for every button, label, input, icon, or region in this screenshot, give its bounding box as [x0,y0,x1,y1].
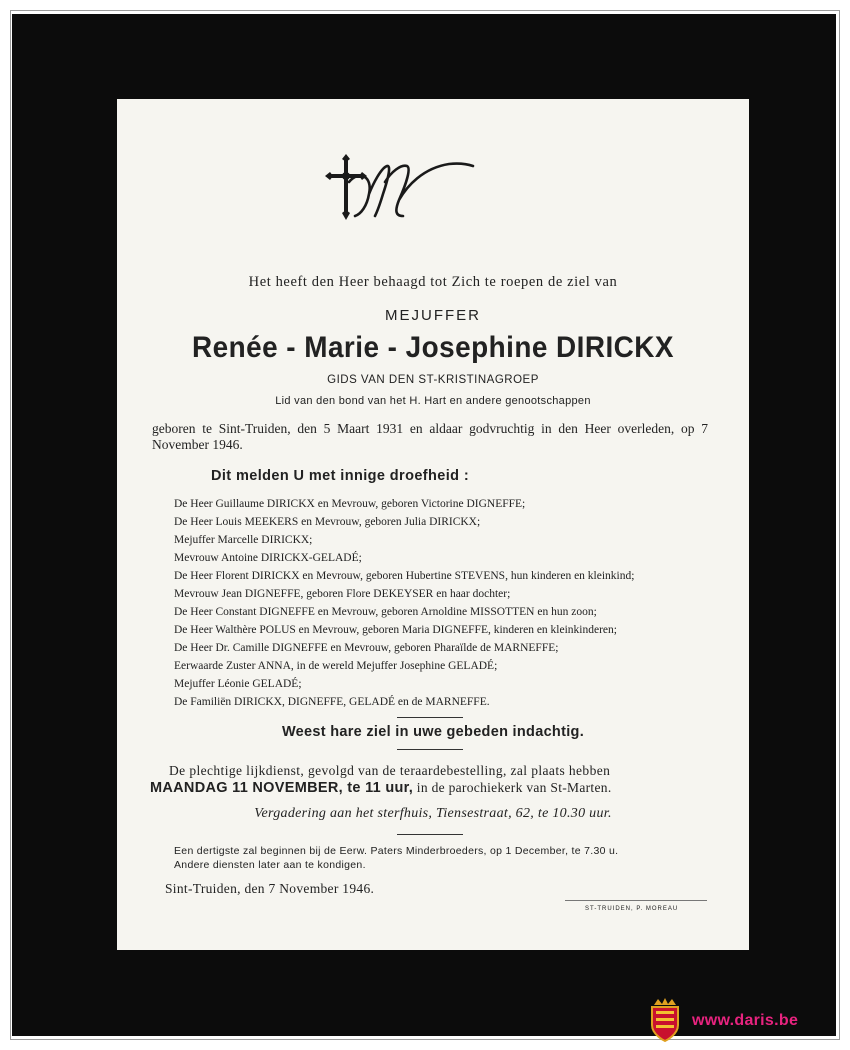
prayer-text: Weest hare ziel in uwe gebeden indachtig. [281,724,585,740]
list-item: De Familiën DIRICKX, DIGNEFFE, GELADÉ en de MARNEFFE. [174,696,490,708]
trental-text: Een dertigste zal beginnen bij de Eerw. Paters Minderbroeders, op 1 December, te 7.30 u. [174,845,619,857]
list-item: Mevrouw Jean DIGNEFFE, geboren Flore DEKEYSER en haar dochter; [174,588,511,600]
list-item: De Heer Louis MEEKERS en Mevrouw, geboren Julia DIRICKX; [174,516,481,528]
service-date: MAANDAG 11 NOVEMBER, te 11 uur, [150,780,414,796]
birth-death-text: geboren te Sint-Truiden, den 5 Maart 1931 en aldaar godvruchtig in den Heer overleden, op 7 November 1946. [152,421,708,452]
service-text: De plechtige lijkdienst, gevolgd van de teraardebestelling, zal plaats hebben [169,763,611,778]
family-list [174,495,634,711]
service-place: in de parochiekerk van St-Marten. [416,780,612,795]
place-date: Sint-Truiden, den 7 November 1946. [165,881,375,896]
memorial-card [117,99,749,950]
list-item: De Heer Florent DIRICKX en Mevrouw, geboren Hubertine STEVENS, hun kinderen en kleinkind; [174,570,635,582]
intro-text: Het heeft den Heer behaagd tot Zich te roepen de ziel van [248,274,618,290]
list-item: De Heer Constant DIGNEFFE en Mevrouw, geboren Arnoldine MISSOTTEN en hun zoon; [174,606,597,618]
list-item: De Heer Guillaume DIRICKX en Mevrouw, geboren Victorine DIGNEFFE; [174,498,526,510]
other-services-text: Andere diensten later aan te kondigen. [174,859,366,871]
meeting-text: Vergadering aan het sterfhuis, Tiensestraat, 62, te 10.30 uur. [254,806,612,821]
divider [397,834,463,835]
printer-credit: ST-TRUIDEN, P. MOREAU [585,906,679,912]
title-label: MEJUFFER [385,307,481,324]
list-item: Eerwaarde Zuster ANNA, in de wereld Mejuffer Josephine GELADÉ; [174,660,498,672]
divider [397,717,463,718]
cross-m-monogram-icon [325,154,475,224]
website-watermark: www.daris.be [692,1012,799,1029]
list-item: De Heer Dr. Camille DIGNEFFE en Mevrouw, geboren Pharaïlde de MARNEFFE; [174,642,559,654]
printer-rule [565,900,707,901]
list-item: Mejuffer Marcelle DIRICKX; [174,534,313,546]
list-item: Mejuffer Léonie GELADÉ; [174,678,302,690]
deceased-name: Renée - Marie - Josephine DIRICKX [191,331,675,364]
membership-text: Lid van den bond van het H. Hart en andere genootschappen [275,395,591,407]
coat-of-arms-icon [648,997,682,1043]
divider [397,749,463,750]
list-item: Mevrouw Antoine DIRICKX-GELADÉ; [174,552,362,564]
service-details [150,780,612,796]
announce-heading: Dit melden U met innige droefheid : [211,468,470,484]
list-item: De Heer Walthère POLUS en Mevrouw, geboren Maria DIGNEFFE, kinderen en kleinkinderen; [174,624,617,636]
function-text: GIDS VAN DEN ST-KRISTINAGROEP [327,374,539,386]
